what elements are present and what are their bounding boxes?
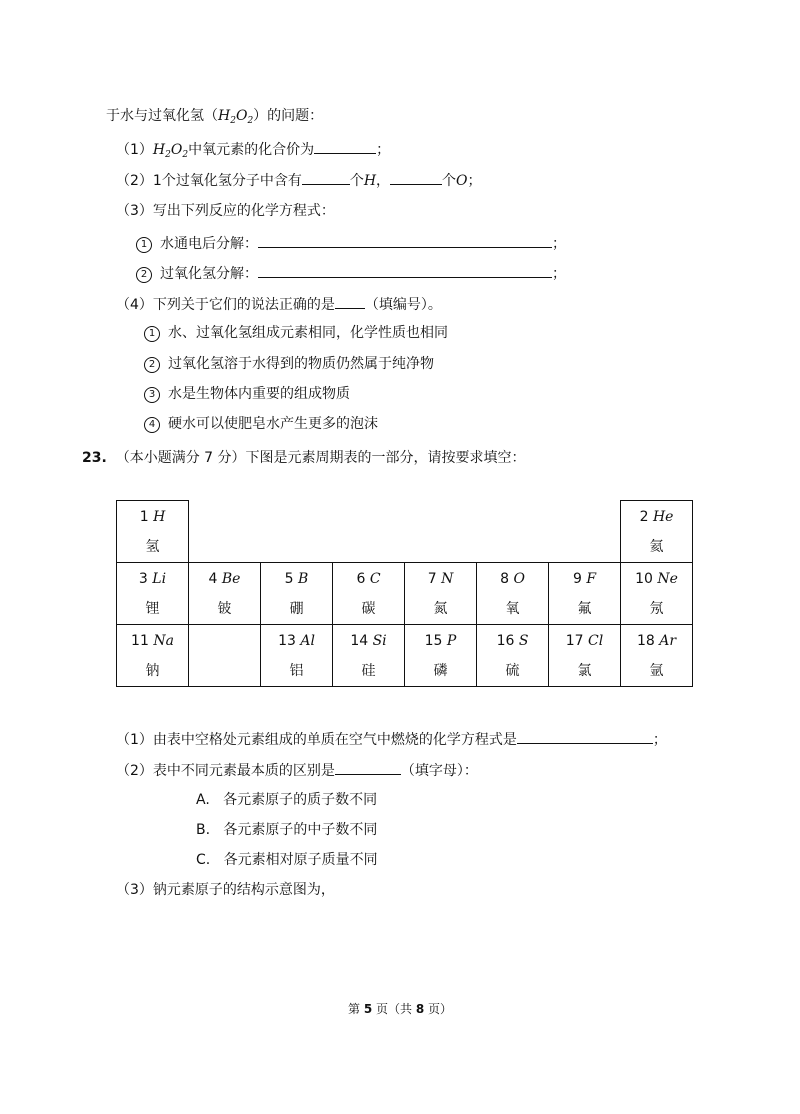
element-cell: 6 C 碳 bbox=[333, 563, 405, 625]
circled-number: 2 bbox=[136, 267, 152, 283]
answer-blank[interactable] bbox=[517, 729, 653, 744]
question-4-option: 1 水、过氧化氢组成元素相同，化学性质也相同 bbox=[144, 323, 448, 343]
element-cell: 7 N 氮 bbox=[405, 563, 477, 625]
element-cell: 2 He 氦 bbox=[621, 501, 693, 563]
element-cell: 9 F 氟 bbox=[549, 563, 621, 625]
element-cell: 3 Li 锂 bbox=[117, 563, 189, 625]
sub-question-3: （3）钠元素原子的结构示意图为， bbox=[116, 882, 335, 898]
answer-blank[interactable] bbox=[258, 233, 552, 248]
element-cell: 11 Na 钠 bbox=[117, 625, 189, 687]
element-cell: 4 Be 铍 bbox=[189, 563, 261, 625]
answer-blank[interactable] bbox=[335, 294, 365, 309]
element-cell: 8 O 氧 bbox=[477, 563, 549, 625]
h2o2-formula: $H_2O_2$ bbox=[218, 108, 254, 126]
answer-blank[interactable] bbox=[335, 760, 401, 775]
answer-blank[interactable] bbox=[258, 263, 552, 278]
element-cell: 5 B 硼 bbox=[261, 563, 333, 625]
sub-question-2-option: A. 各元素原子的质子数不同 bbox=[196, 792, 378, 808]
question-4-label: （4）下列关于它们的说法正确的是 （填编号）。 bbox=[116, 294, 442, 315]
question-3-item: 1 水通电后分解： ； bbox=[136, 233, 566, 254]
empty-element-cell bbox=[189, 625, 261, 687]
element-cell: 14 Si 硅 bbox=[333, 625, 405, 687]
intro-line: 于水与过氧化氢$(H_2O_2)$的问题： bbox=[106, 108, 324, 126]
question-3-item: 2 过氧化氢分解： ； bbox=[136, 263, 566, 284]
element-cell: 18 Ar 氩 bbox=[621, 625, 693, 687]
page-footer: 第 5 页（共 8 页） bbox=[347, 1002, 452, 1016]
question-1: $(1)H_2O_2$中氧元素的化合价为 ； bbox=[116, 139, 390, 165]
sub-question-2-option: C. 各元素相对原子质量不同 bbox=[196, 852, 378, 868]
sub-question-1: （1）由表中空格处元素组成的单质在空气中燃烧的化学方程式是 ； bbox=[116, 729, 667, 750]
element-cell: 10 Ne 氖 bbox=[621, 563, 693, 625]
sub-question-2-option: B. 各元素原子的中子数不同 bbox=[196, 822, 378, 838]
question-3-label: （3）写出下列反应的化学方程式： bbox=[116, 203, 335, 219]
circled-number: 1 bbox=[136, 237, 152, 253]
element-cell: 15 P 磷 bbox=[405, 625, 477, 687]
answer-blank[interactable] bbox=[314, 139, 376, 154]
sub-question-2: （2）表中不同元素最本质的区别是 （填字母）： bbox=[116, 760, 478, 781]
question-23-heading: 23. （本小题满分 7 分）下图是元素周期表的一部分，请按要求填空： bbox=[82, 450, 526, 466]
periodic-table bbox=[116, 500, 693, 687]
element-cell: 17 Cl 氯 bbox=[549, 625, 621, 687]
answer-blank[interactable] bbox=[302, 170, 350, 185]
element-cell: 16 S 硫 bbox=[477, 625, 549, 687]
answer-blank[interactable] bbox=[390, 170, 442, 185]
element-cell: 1 H 氢 bbox=[117, 501, 189, 563]
element-cell: 13 Al 铝 bbox=[261, 625, 333, 687]
question-4-option: 4 硬水可以使肥皂水产生更多的泡沫 bbox=[144, 414, 378, 434]
question-4-option: 3 水是生物体内重要的组成物质 bbox=[144, 384, 350, 404]
question-2: （2）1个过氧化氢分子中含有 个H， 个O； bbox=[116, 170, 482, 191]
question-4-option: 2 过氧化氢溶于水得到的物质仍然属于纯净物 bbox=[144, 354, 434, 374]
